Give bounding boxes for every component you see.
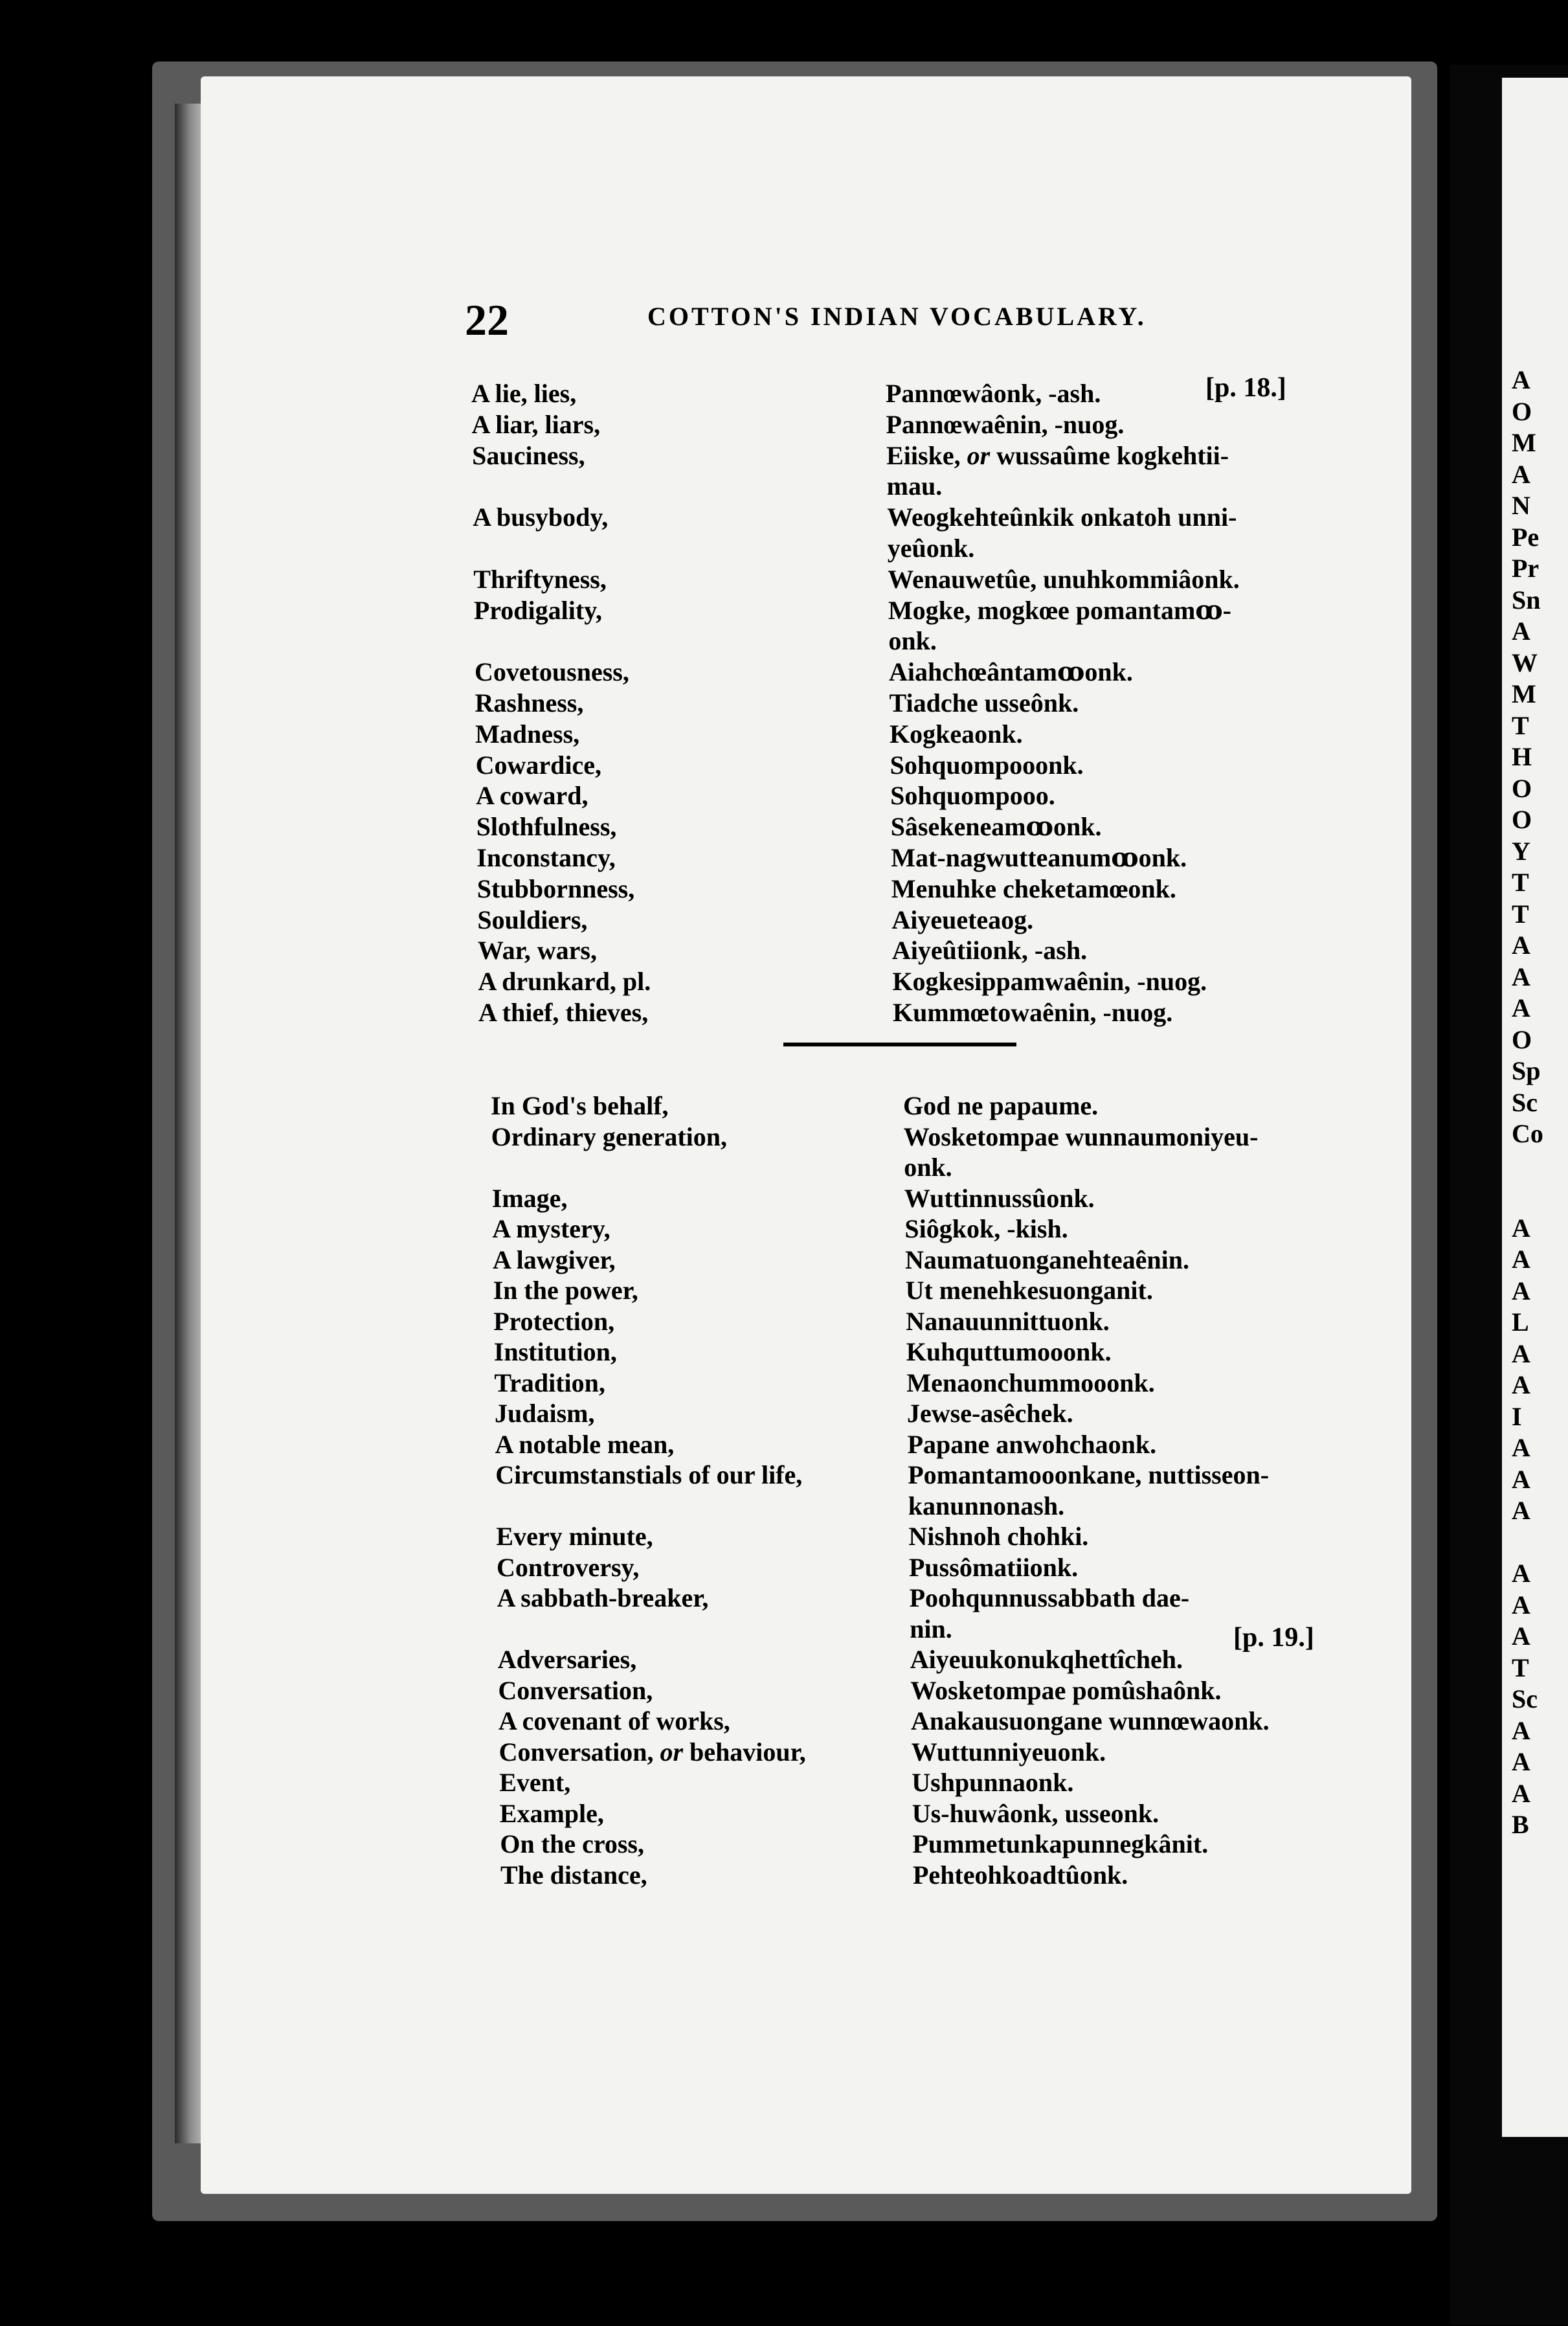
indian-term: onk. bbox=[888, 626, 937, 656]
indian-term: Wuttunniyeuonk. bbox=[911, 1737, 1106, 1767]
margin-letter: A bbox=[1512, 1621, 1530, 1651]
english-term: A covenant of works, bbox=[498, 1706, 730, 1735]
margin-letter: Sc bbox=[1512, 1087, 1538, 1117]
english-term: Institution, bbox=[493, 1337, 617, 1366]
english-term: In the power, bbox=[493, 1276, 638, 1305]
margin-letter: O bbox=[1512, 773, 1532, 803]
english-term: Judaism, bbox=[495, 1399, 595, 1428]
margin-letter: T bbox=[1512, 1653, 1529, 1682]
margin-letter: A bbox=[1512, 1590, 1530, 1620]
english-term: Event, bbox=[499, 1768, 571, 1797]
margin-letter: A bbox=[1512, 1778, 1530, 1808]
margin-letter: A bbox=[1512, 1213, 1530, 1243]
indian-term: Aiyeûtiionk, -ash. bbox=[891, 936, 1088, 965]
indian-term: Ut menehkesuonganit. bbox=[905, 1276, 1153, 1305]
margin-letter: A bbox=[1512, 1433, 1530, 1462]
indian-term: Kogkesippamwaênin, -nuog. bbox=[892, 967, 1207, 997]
indian-term: nin. bbox=[910, 1614, 952, 1643]
english-term: A coward, bbox=[476, 781, 588, 811]
english-term: Stubbornness, bbox=[476, 874, 635, 903]
margin-letter: T bbox=[1512, 710, 1529, 740]
indian-term: Siôgkok, -kish. bbox=[904, 1214, 1068, 1243]
indian-term: Aiahchœântamꝏonk. bbox=[888, 657, 1133, 687]
margin-letter: A bbox=[1512, 616, 1530, 646]
english-term: A liar, liars, bbox=[471, 409, 601, 439]
indian-term: Weogkehteûnkik onkatoh unni- bbox=[887, 502, 1237, 532]
margin-letter: T bbox=[1512, 868, 1529, 897]
margin-letter: Co bbox=[1512, 1119, 1543, 1148]
running-title: COTTON'S INDIAN VOCABULARY. bbox=[647, 302, 1147, 331]
indian-term: Nishnoh chohki. bbox=[908, 1522, 1089, 1551]
indian-term: Pummetunkapunnegkânit. bbox=[912, 1829, 1209, 1858]
margin-letter: A bbox=[1512, 1464, 1530, 1494]
indian-term: Pomantamooonkane, nuttisseon- bbox=[908, 1460, 1270, 1489]
margin-letter: M bbox=[1512, 679, 1536, 708]
margin-letter: I bbox=[1512, 1401, 1522, 1431]
english-term: A busybody, bbox=[473, 502, 609, 532]
indian-term: yeûonk. bbox=[887, 534, 975, 563]
indian-term: Jewse-asêchek. bbox=[907, 1399, 1073, 1428]
english-term: Circumstanstials of our life, bbox=[495, 1460, 803, 1489]
indian-term: Menuhke cheketamœonk. bbox=[891, 874, 1176, 903]
margin-letter: Pr bbox=[1512, 554, 1540, 583]
indian-term: kanunnonash. bbox=[908, 1491, 1065, 1520]
english-term: Adversaries, bbox=[497, 1645, 637, 1674]
margin-letter: A bbox=[1512, 459, 1530, 489]
english-term: Controversy, bbox=[497, 1552, 640, 1582]
english-term: Inconstancy, bbox=[476, 843, 616, 872]
indian-term: Pannœwâonk, -ash. bbox=[886, 379, 1101, 408]
margin-letter: A bbox=[1512, 1496, 1530, 1525]
indian-term: Kogkeaonk. bbox=[890, 719, 1023, 749]
section-divider bbox=[783, 1043, 1016, 1046]
indian-term: Tiadche usseônk. bbox=[889, 688, 1079, 717]
english-term: Every minute, bbox=[496, 1522, 653, 1551]
english-term: Image, bbox=[491, 1183, 568, 1213]
english-term: A lie, lies, bbox=[471, 379, 577, 408]
english-term: Rashness, bbox=[475, 688, 584, 717]
margin-letter: O bbox=[1512, 805, 1532, 834]
english-term: Prodigality, bbox=[473, 595, 603, 625]
indian-term: Sâsekeneamꝏonk. bbox=[890, 812, 1102, 842]
margin-letter: B bbox=[1512, 1810, 1529, 1839]
indian-term: onk. bbox=[904, 1153, 952, 1182]
indian-term: Anakausuongane wunnœwaonk. bbox=[911, 1706, 1270, 1735]
margin-letter: Pe bbox=[1512, 522, 1540, 552]
english-term: Thriftyness, bbox=[473, 564, 607, 594]
margin-letter: Sn bbox=[1512, 585, 1541, 615]
english-term: War, wars, bbox=[477, 936, 597, 965]
indian-term: Mogke, mogkœe pomantamꝏ- bbox=[888, 595, 1231, 625]
english-term: Ordinary generation, bbox=[491, 1122, 728, 1151]
indian-term: Eiiske, or wussaûme kogkehtii- bbox=[886, 440, 1229, 470]
english-term: A sabbath-breaker, bbox=[497, 1583, 709, 1612]
indian-term: Poohqunnussabbath dae- bbox=[909, 1583, 1190, 1612]
page-number: 22 bbox=[465, 295, 509, 344]
english-term: A notable mean, bbox=[495, 1429, 675, 1459]
english-term: Tradition, bbox=[494, 1368, 605, 1397]
margin-letter: A bbox=[1512, 1715, 1530, 1745]
english-term: A thief, thieves, bbox=[478, 998, 649, 1027]
indian-term: Naumatuonganehteaênin. bbox=[905, 1245, 1189, 1274]
margin-letter: A bbox=[1512, 365, 1530, 394]
margin-letter: A bbox=[1512, 962, 1530, 991]
margin-letter: W bbox=[1512, 648, 1538, 677]
indian-term: Menaonchummooonk. bbox=[906, 1368, 1155, 1397]
english-term: Cowardice, bbox=[475, 750, 601, 780]
indian-term: Pehteohkoadtûonk. bbox=[913, 1860, 1128, 1890]
indian-term: Nanauunnittuonk. bbox=[906, 1306, 1110, 1336]
indian-term: Wosketompae wunnaumoniyeu- bbox=[903, 1122, 1259, 1151]
margin-letter: H bbox=[1512, 742, 1532, 771]
indian-term: Mat-nagwutteanumꝏonk. bbox=[891, 843, 1187, 872]
english-term: A mystery, bbox=[492, 1214, 610, 1243]
margin-letter: A bbox=[1512, 1559, 1530, 1588]
indian-term: mau. bbox=[886, 471, 943, 501]
margin-letter: A bbox=[1512, 1747, 1530, 1776]
english-term: Sauciness, bbox=[472, 440, 585, 470]
indian-term: Kummœtowaênin, -nuog. bbox=[893, 998, 1173, 1027]
indian-term: Wenauwetûe, unuhkommiâonk. bbox=[888, 564, 1240, 594]
english-term: Protection, bbox=[493, 1306, 615, 1336]
margin-letter: A bbox=[1512, 931, 1530, 960]
indian-term: Wosketompae pomûshaônk. bbox=[910, 1675, 1222, 1705]
margin-letter: T bbox=[1512, 899, 1529, 929]
english-term: Madness, bbox=[475, 719, 580, 749]
english-term: Souldiers, bbox=[477, 905, 588, 934]
english-term: Example, bbox=[499, 1798, 604, 1828]
margin-letter: N bbox=[1512, 491, 1530, 520]
indian-term: Aiyeuukonukqhettîcheh. bbox=[910, 1645, 1183, 1674]
indian-term: Sohquompooonk. bbox=[890, 750, 1084, 780]
margin-letter: O bbox=[1512, 396, 1532, 426]
indian-term: Wuttinnussûonk. bbox=[904, 1183, 1095, 1213]
indian-term: Aiyeueteaog. bbox=[891, 905, 1034, 934]
margin-letter: A bbox=[1512, 993, 1530, 1022]
indian-term: Ushpunnaonk. bbox=[912, 1768, 1074, 1797]
indian-term: Papane anwohchaonk. bbox=[907, 1429, 1157, 1459]
margin-letter: L bbox=[1512, 1307, 1529, 1337]
english-term: Covetousness, bbox=[474, 657, 629, 687]
indian-term: God ne papaume. bbox=[903, 1091, 1099, 1120]
indian-term: Pannœwaênin, -nuog. bbox=[886, 409, 1125, 439]
margin-letter: Y bbox=[1512, 836, 1530, 866]
indian-term: Us-huwâonk, usseonk. bbox=[912, 1798, 1159, 1828]
margin-letter: A bbox=[1512, 1276, 1530, 1305]
english-term: Conversation, or behaviour, bbox=[498, 1737, 806, 1767]
page-ref-18: [p. 18.] bbox=[1205, 373, 1286, 403]
page-ref-19: [p. 19.] bbox=[1233, 1623, 1314, 1653]
english-term: The distance, bbox=[500, 1860, 647, 1890]
margin-letter: M bbox=[1512, 428, 1536, 457]
margin-letter: A bbox=[1512, 1370, 1530, 1399]
english-term: A drunkard, pl. bbox=[478, 967, 651, 997]
margin-letter: Sp bbox=[1512, 1056, 1541, 1085]
indian-term: Sohquompooo. bbox=[890, 781, 1055, 811]
english-term: Slothfulness, bbox=[476, 812, 617, 842]
margin-letter: O bbox=[1512, 1024, 1532, 1054]
english-term: In God's behalf, bbox=[491, 1091, 669, 1120]
indian-term: Kuhquttumooonk. bbox=[906, 1337, 1112, 1366]
english-term: A lawgiver, bbox=[493, 1245, 616, 1274]
margin-letter: Sc bbox=[1512, 1684, 1538, 1713]
english-term: Conversation, bbox=[498, 1675, 653, 1705]
margin-letter: A bbox=[1512, 1245, 1530, 1274]
margin-letter: A bbox=[1512, 1338, 1530, 1368]
indian-term: Pussômatiionk. bbox=[909, 1552, 1079, 1582]
english-term: On the cross, bbox=[500, 1829, 644, 1858]
